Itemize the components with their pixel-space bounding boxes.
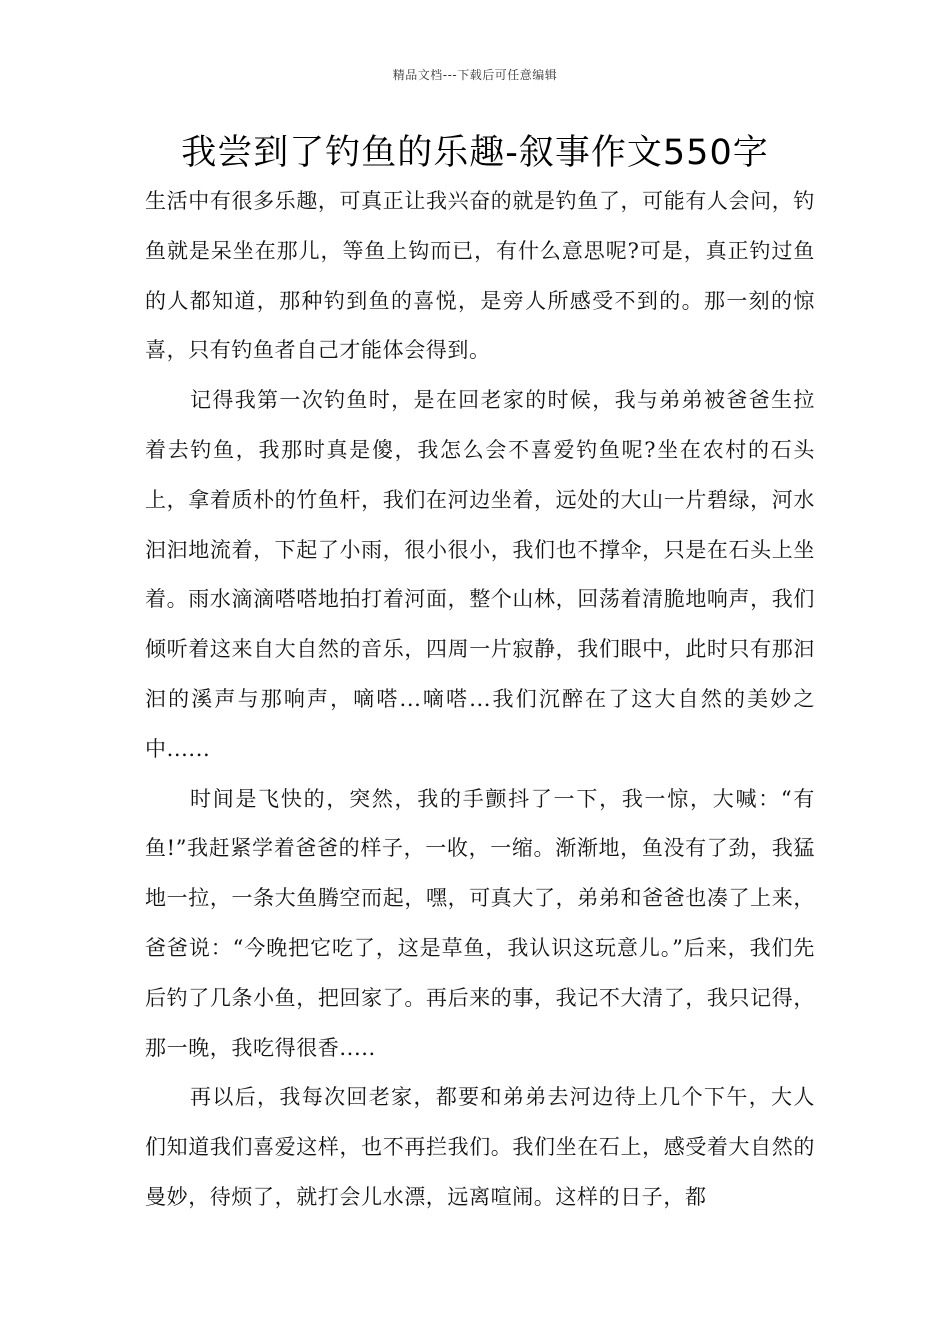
paragraph-1: 生活中有很多乐趣，可真正让我兴奋的就是钓鱼了，可能有人会问，钓鱼就是呆坐在那儿，等鱼上钩而已，有什么意思呢?可是，真正钓过鱼的人都知道，那种钓到鱼的喜悦，是旁人所感受不到的。那一刻的惊喜，只有钓鱼者自己才能体会得到。	[145, 189, 815, 363]
paragraph-3: 时间是飞快的，突然，我的手颤抖了一下，我一惊，大喊：“有鱼!”我赶紧学着爸爸的样子，一收，一缩。渐渐地，鱼没有了劲，我猛地一拉，一条大鱼腾空而起，嘿，可真大了，弟弟和爸爸也凑了上来，爸爸说：“今晚把它吃了，这是草鱼，我认识这玩意儿。”后来，我们先后钓了几条小鱼，把回家了。再后来的事，我记不大清了，我只记得，那一晚，我吃得很香.....	[145, 786, 815, 1060]
document-title: 我尝到了钓鱼的乐趣-叙事作文550字	[181, 133, 769, 173]
paragraph-4: 再以后，我每次回老家，都要和弟弟去河边待上几个下午，大人们知道我们喜爱这样，也不再拦我们。我们坐在石上，感受着大自然的曼妙，待烦了，就打会儿水漂，远离喧闹。这样的日子，都	[145, 1085, 815, 1209]
page-header: 精品文档---下载后可任意编辑	[392, 68, 558, 82]
paragraph-2: 记得我第一次钓鱼时，是在回老家的时候，我与弟弟被爸爸生拉着去钓鱼，我那时真是傻，我怎么会不喜爱钓鱼呢?坐在农村的石头上，拿着质朴的竹鱼杆，我们在河边坐着，远处的大山一片碧绿，河水汩汩地流着，下起了小雨，很小很小，我们也不撑伞，只是在石头上坐着。雨水滴滴嗒嗒地拍打着河面，整个山林，回荡着清脆地响声，我们倾听着这来自大自然的音乐，四周一片寂静，我们眼中，此时只有那汩汩的溪声与那响声，嘀嗒...嘀嗒...我们沉醉在了这大自然的美妙之中......	[145, 388, 815, 761]
document-body	[145, 177, 815, 1223]
